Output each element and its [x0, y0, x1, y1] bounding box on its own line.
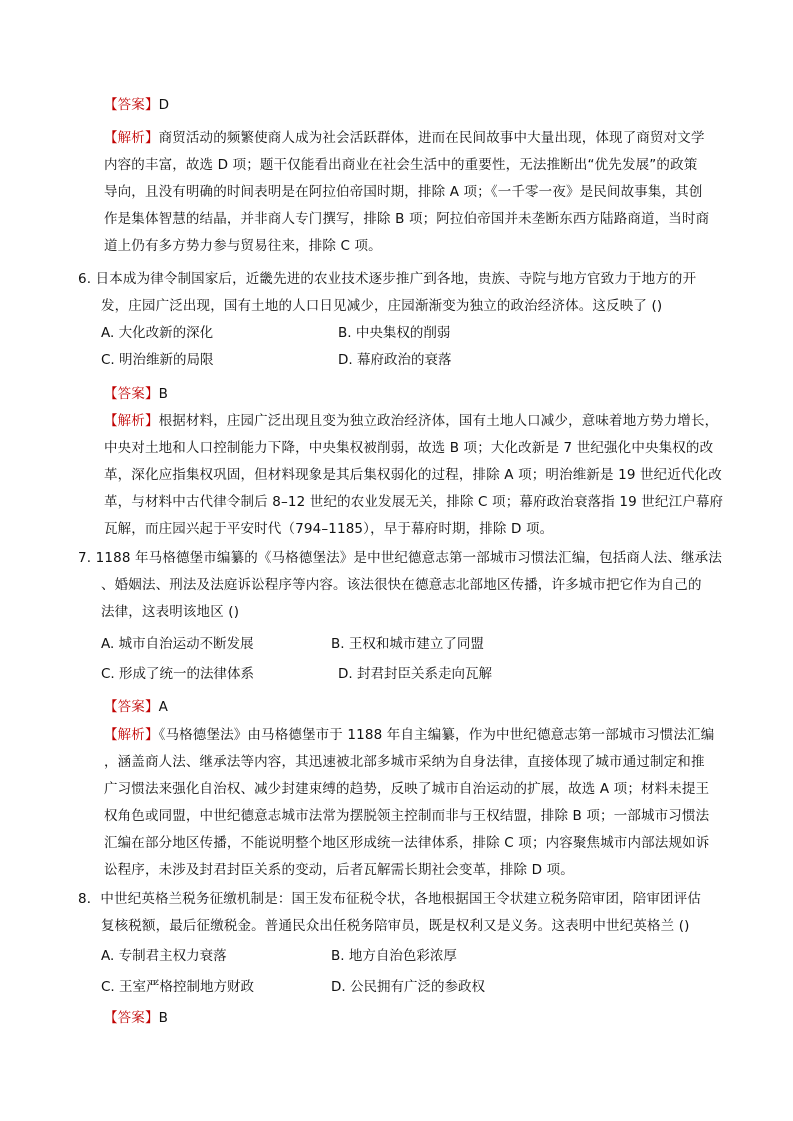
analysis-text: 汇编在部分地区传播，不能说明整个地区形成统一法律体系，排除 C 项；内容聚焦城市内部法规如诉	[104, 835, 710, 851]
option-a: A. 专制君主权力衰落	[101, 948, 227, 964]
option-c: C. 明治维新的局限	[101, 352, 214, 368]
question-stem: 6. 日本成为律令制国家后，近畿先进的农业技术逐步推广到各地，贵族、寺院与地方官致力于地方的开	[78, 271, 697, 287]
question-stem: 发，庄园广泛出现，国有土地的人口日见减少，庄园渐渐变为独立的政治经济体。这反映了 ()	[101, 298, 663, 314]
analysis-line	[104, 128, 705, 148]
answer-label: 【答案】	[104, 699, 159, 715]
option-d: D. 封君封臣关系走向瓦解	[338, 666, 492, 682]
answer-label: 【答案】	[104, 386, 159, 402]
answer-value: A	[158, 699, 168, 715]
analysis-text: 革，深化应指集权巩固，但材料现象是其后集权弱化的过程，排除 A 项；明治维新是 19 世纪近代化改	[104, 467, 722, 483]
analysis-label: 【解析】	[104, 413, 159, 429]
answer-line	[104, 697, 168, 717]
analysis-label: 【解析】	[104, 130, 159, 146]
option-a: A. 城市自治运动不断发展	[101, 636, 254, 652]
analysis-text: 《马格德堡法》由马格德堡市于 1188 年自主编纂，作为中世纪德意志第一部城市习惯法汇编	[158, 727, 715, 743]
option-b: B. 地方自治色彩浓厚	[331, 948, 457, 964]
analysis-line	[104, 411, 718, 431]
answer-line	[104, 1008, 168, 1028]
option-d: D. 幕府政治的衰落	[338, 352, 452, 368]
question-stem: 8．中世纪英格兰税务征缴机制是：国王发布征税令状，各地根据国王令状建立税务陪审团，陪审团评估	[78, 891, 701, 907]
analysis-text: ，涵盖商人法、继承法等内容，其迅速被北部多城市采纳为自身法律，直接体现了城市通过制定和推	[104, 754, 705, 770]
analysis-line	[104, 725, 714, 745]
analysis-text: 商贸活动的频繁使商人成为社会活跃群体，进而在民间故事中大量出现，体现了商贸对文学	[158, 130, 705, 146]
option-a: A. 大化改新的深化	[101, 325, 214, 341]
analysis-text: 讼程序，未涉及封君封臣关系的变动，后者瓦解需长期社会变革，排除 D 项。	[104, 862, 574, 878]
analysis-text: 瓦解，而庄园兴起于平安时代（794–1185），早于幕府时期，排除 D 项。	[104, 521, 554, 537]
question-stem: 复核税额，最后征缴税金。普通民众出任税务陪审员，既是权利又是义务。这表明中世纪英格兰 ()	[101, 918, 690, 934]
question-stem: 7. 1188 年马格德堡市编纂的《马格德堡法》是中世纪德意志第一部城市习惯法汇编，包括商人法、继承法	[78, 550, 722, 566]
answer-value: B	[158, 386, 169, 402]
analysis-text: 道上仍有多方势力参与贸易往来，排除 C 项。	[104, 238, 382, 254]
answer-label: 【答案】	[104, 97, 159, 113]
analysis-label: 【解析】	[104, 727, 159, 743]
analysis-text: 革，与材料中古代律令制后 8–12 世纪的农业发展无关，排除 C 项；幕府政治衰落指 19 世纪江户幕府	[104, 494, 724, 510]
analysis-text: 权角色或同盟，中世纪德意志城市法常为摆脱领主控制而非与王权结盟，排除 B 项；一部城市习惯法	[104, 808, 710, 824]
analysis-text: 中央对土地和人口控制能力下降，中央集权被削弱，故选 B 项；大化改新是 7 世纪强化中央集权的改	[104, 440, 714, 456]
analysis-text: 作是集体智慧的结晶，并非商人专门撰写，排除 B 项；阿拉伯帝国并未垄断东西方陆路商道，当时商	[104, 211, 710, 227]
question-stem: 、婚姻法、刑法及法庭诉讼程序等内容。该法很快在德意志北部地区传播，许多城市把它作为自己的	[101, 577, 702, 593]
answer-value: D	[158, 97, 170, 113]
option-b: B. 王权和城市建立了同盟	[331, 636, 484, 652]
answer-line	[104, 384, 168, 404]
option-c: C. 王室严格控制地方财政	[101, 979, 255, 995]
answer-line	[104, 95, 169, 115]
analysis-text: 导向，且没有明确的时间表明是在阿拉伯帝国时期，排除 A 项；《一千零一夜》是民间故事集，其创	[104, 184, 703, 200]
analysis-text: 广习惯法来强化自治权、减少封建束缚的趋势，反映了城市自治运动的扩展，故选 A 项；材料未提王	[104, 781, 710, 797]
analysis-text: 内容的丰富，故选 D 项；题干仅能看出商业在社会生活中的重要性，无法推断出“优先发展”的政策	[104, 157, 698, 173]
answer-label: 【答案】	[104, 1010, 159, 1026]
option-d: D. 公民拥有广泛的参政权	[331, 979, 485, 995]
option-c: C. 形成了统一的法律体系	[101, 666, 255, 682]
analysis-text: 根据材料，庄园广泛出现且变为独立政治经济体，国有土地人口减少，意味着地方势力增长，	[158, 413, 719, 429]
option-b: B. 中央集权的削弱	[338, 325, 451, 341]
question-stem: 法律，这表明该地区 ()	[101, 604, 240, 620]
answer-value: B	[158, 1010, 169, 1026]
